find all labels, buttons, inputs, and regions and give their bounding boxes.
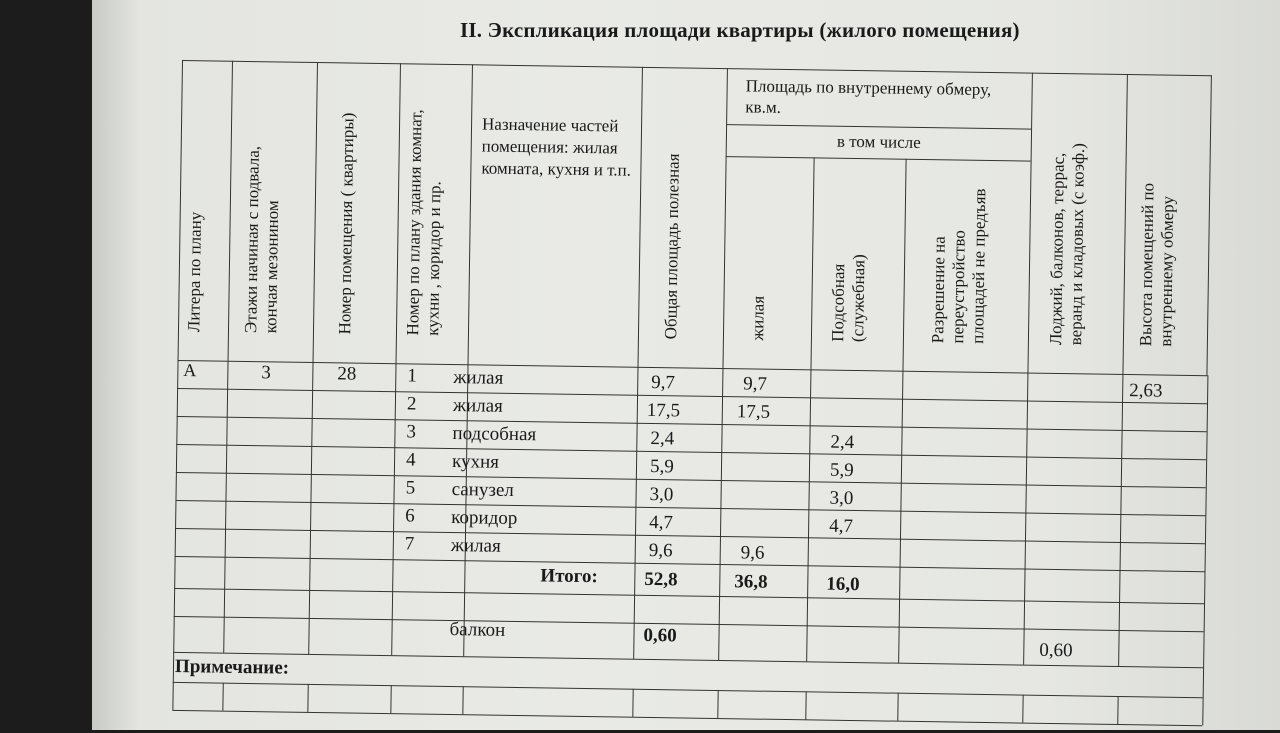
grid-vline [898,371,903,663]
cell-etazh: 3 [261,362,272,384]
balkon-row: балкон 0,60 0,60 [449,619,1073,662]
grid-hline [177,388,1207,404]
grid-vline [390,685,391,713]
table-row: 6 коридор 4,7 4,7 [405,505,854,538]
grid-vline [633,367,638,659]
grid-vline [717,690,718,718]
grid-vline [805,691,806,719]
grid-vline [1117,696,1118,724]
table-row: 4 кухня 5,9 5,9 [405,449,854,482]
grid-vline [897,693,898,721]
grid-hline [177,416,1207,432]
grid-hline [175,500,1205,516]
explication-table [172,60,1202,733]
table-row: 2 жилая 17,5 17,5 [406,393,771,423]
table-row: 3 подсобная 2,4 2,4 [406,421,855,454]
grid-vline [308,362,313,654]
grid-vline [632,689,633,717]
header-vysota: Высота помещений по внутреннему обмеру [1122,74,1211,375]
table-row: 5 санузел 3,0 3,0 [405,477,854,510]
grid-vline [718,368,723,660]
header-nomer-pomescheniya: Номер помещения ( квартиры) [313,62,400,363]
grid-vline [806,369,811,661]
header-razreshenie: Разрешение на переустройство площадей не предъяв [902,159,1030,373]
grid-vline [1118,374,1123,666]
header-naznachenie: Назначение частей помещения: жилая комната, кухня и т.п. [468,64,642,366]
header-etazhi: Этажи начиная с подвала, кончая мезонином [228,61,317,362]
header-podsobnaya: Подсобная (служебная) [810,157,905,370]
grid-vline [391,363,396,655]
grid-hline [174,588,1204,604]
header-obshaya-ploshad: Общая площадь полезная [637,67,726,368]
grid-hline [174,616,1204,632]
primechanie-label: Примечание: [174,655,290,679]
grid-hline [176,444,1206,460]
cell-litera: А [183,360,197,381]
grid-hline [173,682,1203,698]
grid-vline [223,361,228,653]
page-title: II. Экспликация площади квартиры (жилого помещения) [460,18,1020,42]
grid-vline [307,684,308,712]
grid-vline [1202,375,1208,725]
header-lodzhii: Лоджий, балконов, террас, веранд и кладовых (с коэф.) [1027,73,1126,374]
cell-pomeshenie: 28 [337,363,357,385]
table-row: 1 жилая 9,7 9,7 2,63 [407,365,1163,402]
document-page [92,0,1280,730]
header-nomer-po-planu: Номер по плану здания комнат, кухни , коридор и пр. [396,63,472,364]
header-zhilaya: жилая [722,156,813,369]
grid-vline [462,686,463,714]
grid-hline [175,556,1205,572]
header-ploshad-vnutr: Площадь по внутреннему обмеру, кв.м. [726,68,1032,129]
header-litera: Литера по плану [178,60,232,361]
grid-vline [1022,695,1023,723]
grid-vline [1023,373,1028,665]
table-row: 7 жилая 9,6 9,6 [404,533,765,564]
header-v-tom-chisle: в том числе [726,124,1031,161]
grid-hline [175,528,1205,544]
grid-hline [176,472,1206,488]
grid-hline [172,710,1202,726]
grid-vline [222,683,223,711]
itogo-row: Итого: 52,8 36,8 16,0 [540,565,860,596]
